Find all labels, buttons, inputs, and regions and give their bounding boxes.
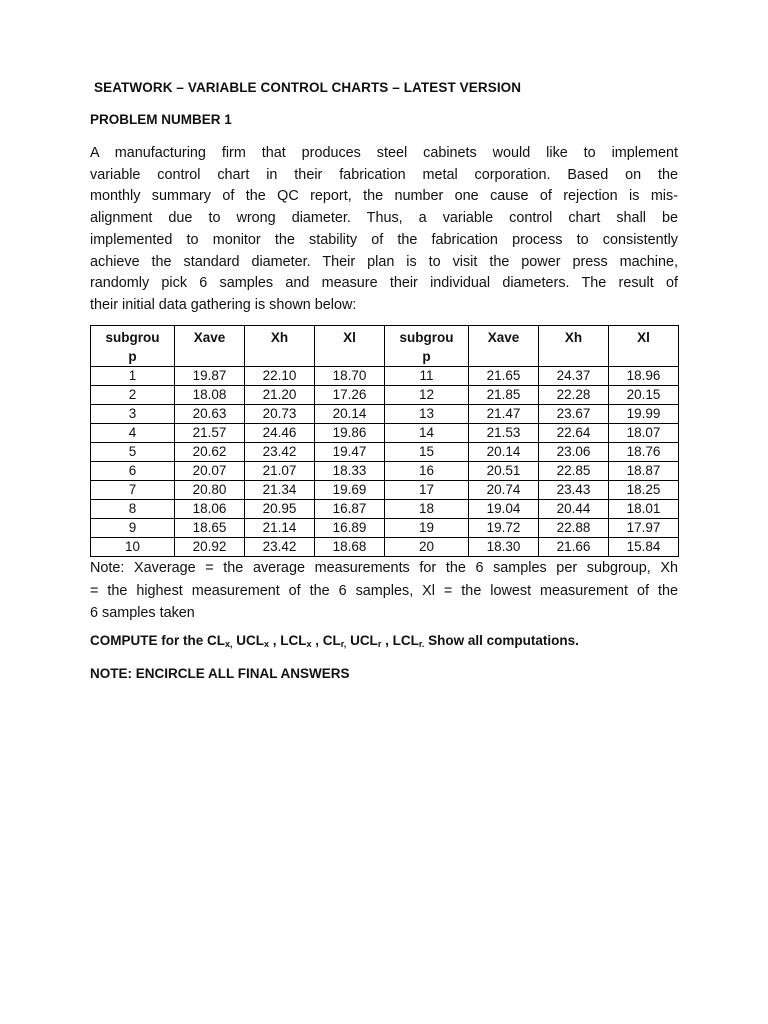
note-line: Note: Xaverage = the average measurements for the 6 samples per subgroup, Xh bbox=[90, 560, 678, 576]
table-cell: 21.07 bbox=[245, 462, 315, 481]
table-cell: 21.65 bbox=[469, 367, 539, 386]
table-header-cell: Xl bbox=[609, 326, 679, 367]
table-cell: 18.87 bbox=[609, 462, 679, 481]
table-cell: 18.01 bbox=[609, 500, 679, 519]
table-cell: 18.96 bbox=[609, 367, 679, 386]
table-cell: 18 bbox=[385, 500, 469, 519]
table-cell: 22.85 bbox=[539, 462, 609, 481]
table-cell: 15 bbox=[385, 443, 469, 462]
compute-subscript: r bbox=[377, 639, 382, 649]
table-row bbox=[91, 500, 679, 519]
compute-text: UCL bbox=[232, 633, 265, 648]
table-cell: 10 bbox=[91, 538, 175, 557]
table-cell: 22.88 bbox=[539, 519, 609, 538]
table-cell: 16.89 bbox=[315, 519, 385, 538]
table-cell: 23.67 bbox=[539, 405, 609, 424]
table-cell: 18.33 bbox=[315, 462, 385, 481]
table-cell: 19.99 bbox=[609, 405, 679, 424]
table-cell: 21.20 bbox=[245, 386, 315, 405]
table-cell: 18.25 bbox=[609, 481, 679, 500]
table-cell: 19.04 bbox=[469, 500, 539, 519]
compute-instruction bbox=[90, 633, 579, 649]
table-row bbox=[91, 519, 679, 538]
table-row bbox=[91, 424, 679, 443]
table-cell: 17.26 bbox=[315, 386, 385, 405]
table-cell: 19.72 bbox=[469, 519, 539, 538]
table-cell: 15.84 bbox=[609, 538, 679, 557]
table-header-cell: Xh bbox=[539, 326, 609, 367]
data-table bbox=[90, 325, 679, 557]
paragraph-line: implemented to monitor the stability of the fabrication process to consistently bbox=[90, 231, 678, 248]
table-cell: 23.42 bbox=[245, 443, 315, 462]
paragraph-line: A manufacturing firm that produces steel cabinets would like to implement bbox=[90, 145, 678, 161]
document-title: SEATWORK – VARIABLE CONTROL CHARTS – LATEST VERSION bbox=[94, 80, 522, 95]
table-cell: 19.86 bbox=[315, 424, 385, 443]
table-cell: 21.85 bbox=[469, 386, 539, 405]
compute-text: , CL bbox=[311, 633, 341, 648]
table-cell: 22.28 bbox=[539, 386, 609, 405]
table-cell: 20.14 bbox=[469, 443, 539, 462]
table-cell: 24.37 bbox=[539, 367, 609, 386]
paragraph-line: their initial data gathering is shown below: bbox=[90, 296, 357, 313]
compute-subscript: x bbox=[264, 639, 270, 649]
compute-text: UCL bbox=[346, 633, 378, 648]
table-cell: 1 bbox=[91, 367, 175, 386]
table-row bbox=[91, 405, 679, 424]
table-cell: 16 bbox=[385, 462, 469, 481]
table-cell: 12 bbox=[385, 386, 469, 405]
table-cell: 24.46 bbox=[245, 424, 315, 443]
compute-text: Show all computations. bbox=[424, 633, 579, 648]
table-cell: 4 bbox=[91, 424, 175, 443]
table-cell: 20.92 bbox=[175, 538, 245, 557]
table-cell: 20.44 bbox=[539, 500, 609, 519]
table-cell: 21.34 bbox=[245, 481, 315, 500]
compute-text: , LCL bbox=[269, 633, 307, 648]
table-cell: 18.06 bbox=[175, 500, 245, 519]
table-cell: 20.62 bbox=[175, 443, 245, 462]
final-note: NOTE: ENCIRCLE ALL FINAL ANSWERS bbox=[90, 666, 350, 681]
table-cell: 17 bbox=[385, 481, 469, 500]
table-cell: 5 bbox=[91, 443, 175, 462]
problem-heading: PROBLEM NUMBER 1 bbox=[90, 112, 232, 127]
compute-text: COMPUTE for the CL bbox=[90, 633, 225, 648]
compute-subscript: x bbox=[306, 639, 312, 649]
table-row bbox=[91, 481, 679, 500]
table-cell: 18.65 bbox=[175, 519, 245, 538]
table-cell: 20.63 bbox=[175, 405, 245, 424]
table-cell: 20 bbox=[385, 538, 469, 557]
table-cell: 19.69 bbox=[315, 481, 385, 500]
table-header-cell: subgrou p bbox=[91, 326, 175, 367]
paragraph-line: monthly summary of the QC report, the number one cause of rejection is mis- bbox=[90, 188, 678, 205]
table-cell: 22.64 bbox=[539, 424, 609, 443]
table-row bbox=[91, 443, 679, 462]
table-header-cell: Xave bbox=[175, 326, 245, 367]
table-body bbox=[91, 367, 679, 557]
table-cell: 21.66 bbox=[539, 538, 609, 557]
table-cell: 23.43 bbox=[539, 481, 609, 500]
table-cell: 16.87 bbox=[315, 500, 385, 519]
table-cell: 7 bbox=[91, 481, 175, 500]
table-cell: 20.07 bbox=[175, 462, 245, 481]
compute-subscript: x, bbox=[225, 639, 233, 649]
table-cell: 18.30 bbox=[469, 538, 539, 557]
table-cell: 20.73 bbox=[245, 405, 315, 424]
paragraph-line: achieve the standard diameter. Their plan is to visit the power press machine, bbox=[90, 253, 678, 270]
table-cell: 17.97 bbox=[609, 519, 679, 538]
table-cell: 21.57 bbox=[175, 424, 245, 443]
table-cell: 18.07 bbox=[609, 424, 679, 443]
table-cell: 19.47 bbox=[315, 443, 385, 462]
table-cell: 9 bbox=[91, 519, 175, 538]
table-header-cell: Xh bbox=[245, 326, 315, 367]
table-cell: 13 bbox=[385, 405, 469, 424]
compute-subscript: r, bbox=[340, 639, 347, 649]
paragraph-line: alignment due to wrong diameter. Thus, a variable control chart shall be bbox=[90, 210, 678, 227]
table-cell: 18.68 bbox=[315, 538, 385, 557]
table-cell: 20.14 bbox=[315, 405, 385, 424]
note-line: 6 samples taken bbox=[90, 605, 195, 621]
table-cell: 23.42 bbox=[245, 538, 315, 557]
table-cell: 2 bbox=[91, 386, 175, 405]
paragraph-line: variable control chart in their fabrication metal corporation. Based on the bbox=[90, 166, 678, 183]
table-header-cell: Xl bbox=[315, 326, 385, 367]
table-header-row bbox=[91, 326, 679, 367]
table-cell: 6 bbox=[91, 462, 175, 481]
paragraph-line: randomly pick 6 samples and measure their individual diameters. The result of bbox=[90, 275, 678, 292]
compute-subscript: r. bbox=[418, 639, 425, 649]
table-cell: 20.80 bbox=[175, 481, 245, 500]
problem-paragraph bbox=[90, 143, 678, 317]
table-cell: 14 bbox=[385, 424, 469, 443]
note-paragraph bbox=[90, 557, 678, 625]
table-cell: 18.76 bbox=[609, 443, 679, 462]
table-cell: 21.47 bbox=[469, 405, 539, 424]
table-cell: 19 bbox=[385, 519, 469, 538]
table-cell: 11 bbox=[385, 367, 469, 386]
table-cell: 20.74 bbox=[469, 481, 539, 500]
table-row bbox=[91, 538, 679, 557]
table-cell: 19.87 bbox=[175, 367, 245, 386]
compute-text: , LCL bbox=[381, 633, 419, 648]
table-header-cell: subgrou p bbox=[385, 326, 469, 367]
table-cell: 21.14 bbox=[245, 519, 315, 538]
note-line: = the highest measurement of the 6 samples, Xl = the lowest measurement of the bbox=[90, 582, 678, 599]
table-cell: 20.15 bbox=[609, 386, 679, 405]
table-cell: 18.08 bbox=[175, 386, 245, 405]
table-row bbox=[91, 462, 679, 481]
table-row bbox=[91, 367, 679, 386]
table-cell: 20.95 bbox=[245, 500, 315, 519]
table-row bbox=[91, 386, 679, 405]
table-cell: 23.06 bbox=[539, 443, 609, 462]
table-cell: 22.10 bbox=[245, 367, 315, 386]
table-cell: 20.51 bbox=[469, 462, 539, 481]
table-cell: 21.53 bbox=[469, 424, 539, 443]
table-cell: 8 bbox=[91, 500, 175, 519]
table-header-cell: Xave bbox=[469, 326, 539, 367]
table-cell: 3 bbox=[91, 405, 175, 424]
table-cell: 18.70 bbox=[315, 367, 385, 386]
